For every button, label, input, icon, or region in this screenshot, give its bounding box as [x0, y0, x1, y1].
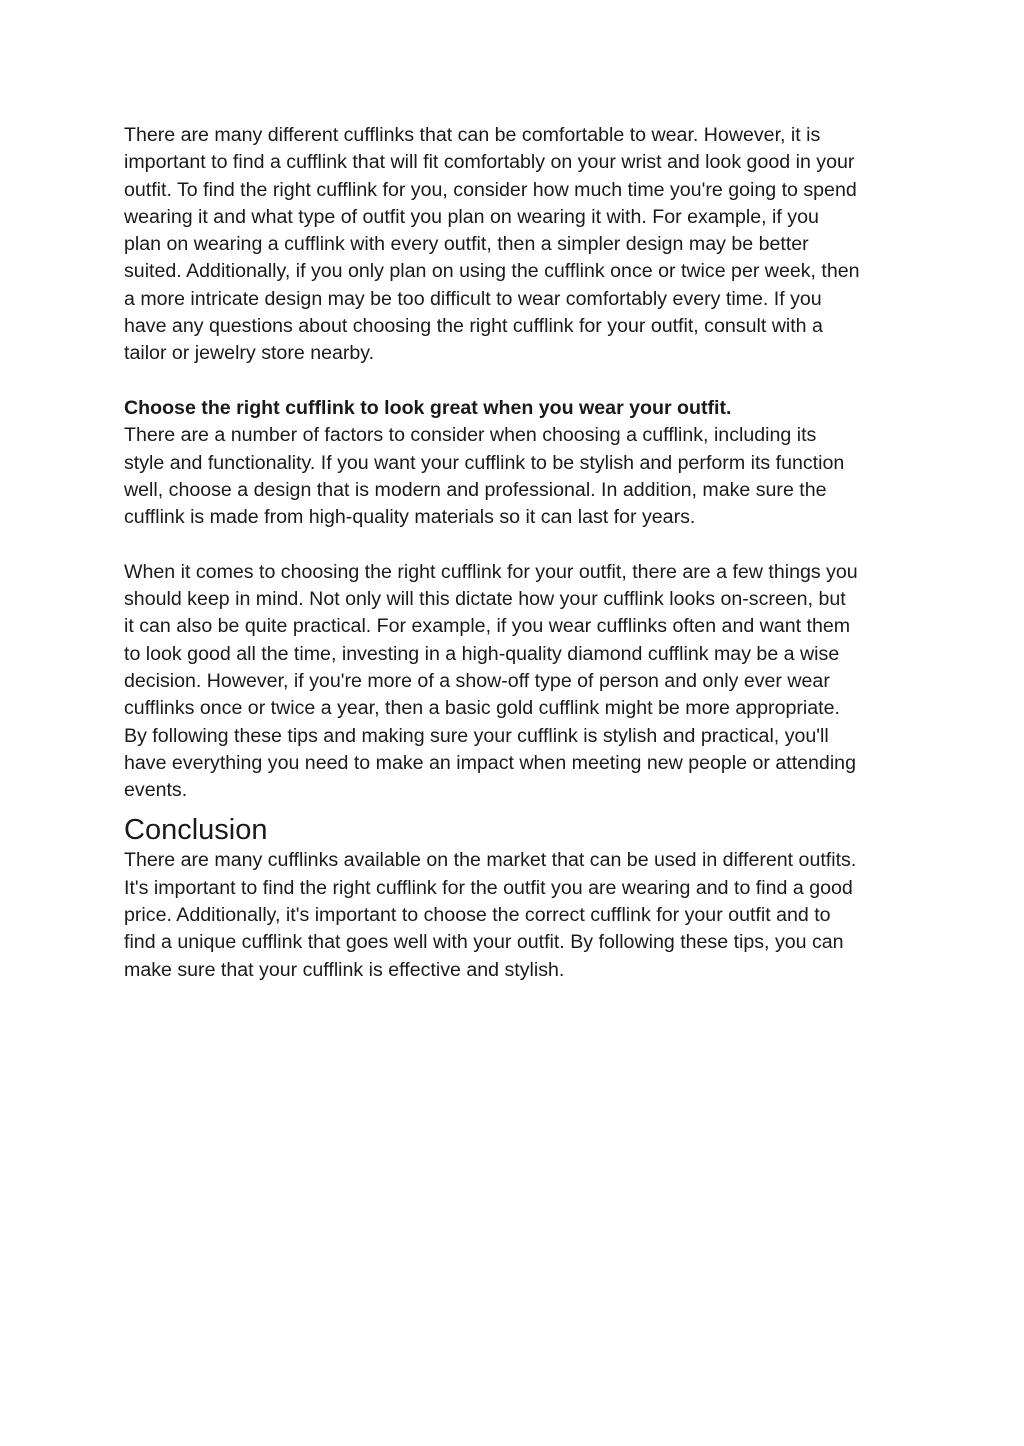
text-line: There are many different cufflinks that can be comfortable to wear. However, it is: [124, 124, 821, 146]
conclusion-heading: Conclusion: [124, 814, 268, 847]
intro-paragraph: [124, 122, 904, 368]
text-line: well, choose a design that is modern and professional. In addition, make sure the: [124, 478, 827, 501]
text-line: suited. Additionally, if you only plan on using the cufflink once or twice per week, then: [124, 260, 860, 283]
text-line: It's important to find the right cufflink for the outfit you are wearing and to find a good: [124, 876, 853, 899]
text-line: When it comes to choosing the right cufflink for your outfit, there are a few things you: [124, 560, 858, 583]
paragraph-spacer: [124, 368, 904, 395]
text-line: There are many cufflinks available on the market that can be used in different outfits.: [124, 849, 857, 872]
choose-section: [124, 395, 904, 531]
text-line: make sure that your cufflink is effective and stylish.: [124, 958, 565, 981]
text-line: important to find a cufflink that will fit comfortably on your wrist and look good in your: [124, 151, 855, 174]
text-line: should keep in mind. Not only will this dictate how your cufflink looks on-screen, but: [124, 588, 846, 611]
section-heading: Choose the right cufflink to look great when you wear your outfit.: [124, 396, 732, 419]
text-line: events.: [124, 779, 188, 802]
text-line: find a unique cufflink that goes well with your outfit. By following these tips, you can: [124, 931, 844, 954]
text-line: plan on wearing a cufflink with every outfit, then a simpler design may be better: [124, 233, 809, 256]
paragraph-spacer: [124, 531, 904, 558]
text-line: decision. However, if you're more of a show-off type of person and only ever wear: [124, 669, 830, 692]
text-line: a more intricate design may be too difficult to wear comfortably every time. If you: [124, 287, 822, 310]
text-line: wearing it and what type of outfit you plan on wearing it with. For example, if you: [124, 205, 819, 228]
document-page: [124, 122, 904, 984]
text-line: outfit. To find the right cufflink for you, consider how much time you're going to spend: [124, 178, 857, 201]
text-line: cufflink is made from high-quality materials so it can last for years.: [124, 506, 696, 529]
text-line: cufflinks once or twice a year, then a basic gold cufflink might be more appropriate.: [124, 697, 840, 720]
text-line: to look good all the time, investing in a high-quality diamond cufflink may be a wise: [124, 642, 840, 665]
text-line: have everything you need to make an impact when meeting new people or attending: [124, 751, 856, 774]
text-line: style and functionality. If you want your cufflink to be stylish and perform its function: [124, 451, 845, 474]
text-line: tailor or jewelry store nearby.: [124, 342, 375, 365]
text-line: price. Additionally, it's important to choose the correct cufflink for your outfit and to: [124, 904, 831, 927]
text-line: There are a number of factors to consider when choosing a cufflink, including its: [124, 424, 817, 447]
practical-paragraph: [124, 559, 904, 805]
conclusion-paragraph: [124, 847, 904, 983]
text-line: it can also be quite practical. For example, if you wear cufflinks often and want them: [124, 615, 851, 638]
text-line: have any questions about choosing the right cufflink for your outfit, consult with a: [124, 315, 823, 338]
text-line: By following these tips and making sure your cufflink is stylish and practical, you'll: [124, 724, 829, 747]
